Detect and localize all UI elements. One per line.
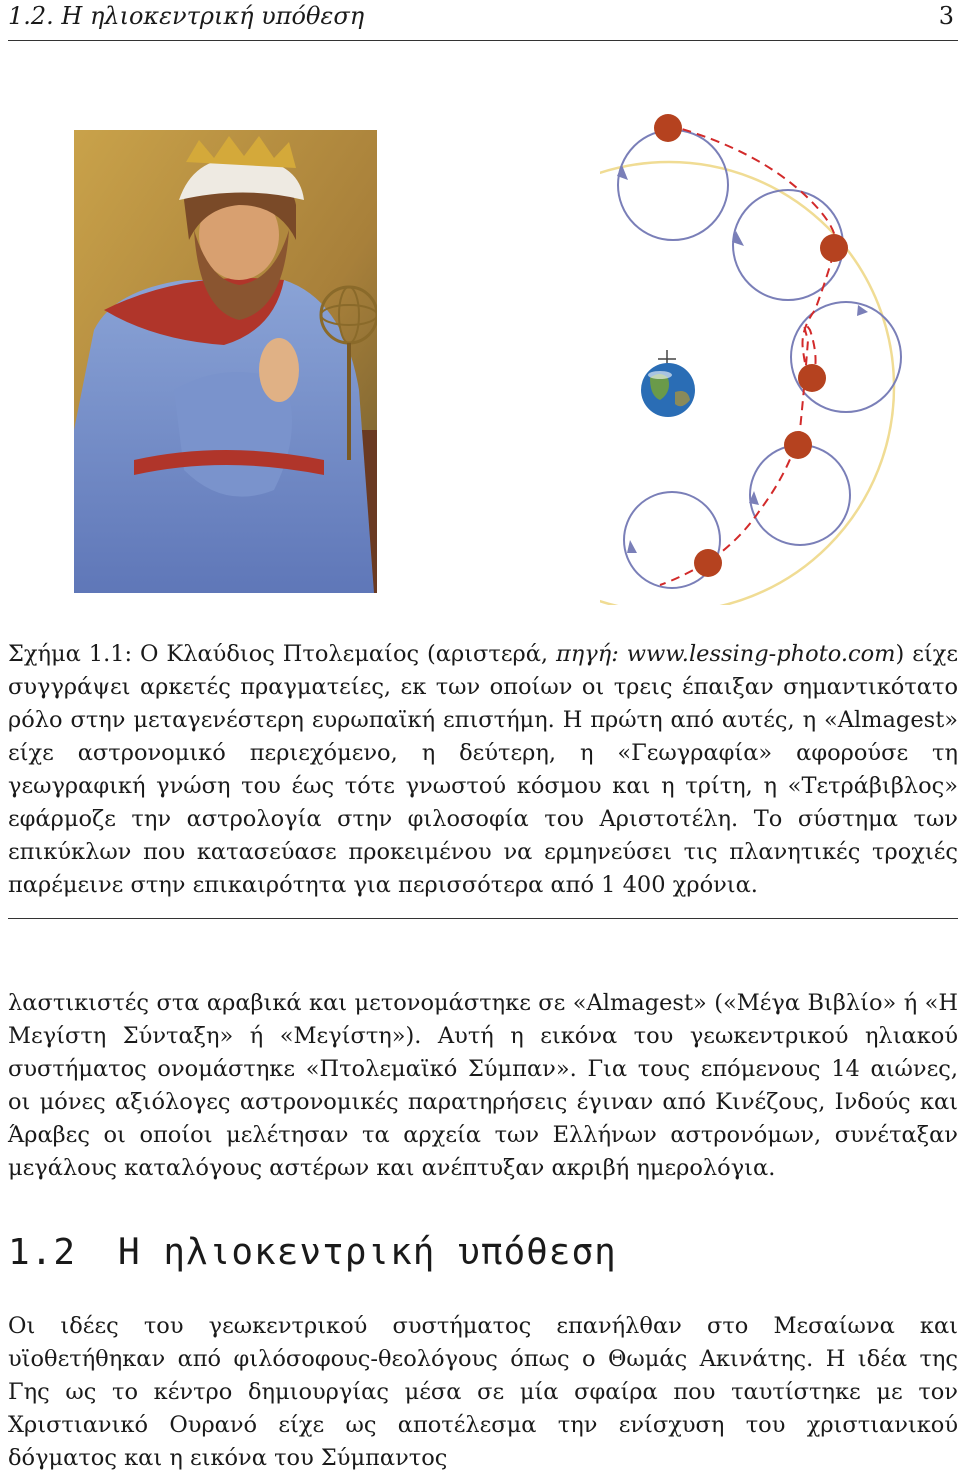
epicycle-diagram — [600, 105, 920, 605]
caption-text-2: ) είχε συγγράψει αρκετές πραγματείες, εκ των οποίων οι τρεις έπαιξαν σημαντικότατο ρόλο στην μεταγενέστερη ευρωπαϊκή επιστήμη. Η πρώτη από αυτές, η «Almagest» είχε αστρονομικό περιεχόμενο, η δεύτερη, η «Γεωγραφία» αφορούσε τη γεωγραφική γνώση του έως τότε γνωστού κόσμου και η τρίτη, η «Τετράβιβλος» εφάρμοζε την αστρολογία στην φιλοσοφία του Αριστοτέλη. Το σύστημα των επικύκλων που κατασεύασε προκειμένου να ερμηνεύσει τις πλανητικές τροχιές παρέμεινε στην επικαιρότητα για περισσότερα από 1 400 χρόνια. — [8, 641, 958, 898]
body-paragraph-2: Οι ιδέες του γεωκεντρικού συστήματος επανήλθαν στο Μεσαίωνα και υϊοθετήθηκαν από φιλόσοφους-θεολόγους όπως ο Θωμάς Ακινάτης. Η ιδέα της Γης ως το κέντρο δημιουργίας μέσα σε μία σφαίρα που ταυτίστηκε με τον Χριστιανικό Ουρανό είχε ως αποτέλεσμα την ενίσχυση του χριστιανικού δόγματος και η εικόνα του Σύμπαντος — [8, 1313, 958, 1471]
running-header — [8, 0, 958, 36]
section-number: 1.2 — [8, 1232, 77, 1273]
section-heading — [8, 1232, 617, 1273]
caption-text-1: Ο Κλαύδιος Πτολεμαίος (αριστερά, — [132, 641, 556, 667]
page-number: 3 — [938, 2, 954, 30]
earth-icon — [641, 363, 695, 417]
caption-source: πηγή: www.lessing-photo.com — [556, 641, 896, 667]
ptolemy-portrait — [74, 130, 377, 593]
figure-rule — [8, 918, 958, 919]
caption-label: Σχήμα 1.1: — [8, 641, 133, 667]
header-rule — [8, 40, 958, 41]
body-paragraph-1: λαστικιστές στα αραβικά και μετονομάστηκε σε «Almagest» («Μέγα Βιβλίο» ή «Η Μεγίστη Σύνταξη» ή «Μεγίστη»). Αυτή η εικόνα του γεωκεντρικού ηλιακού συστήματος ονομάστηκε «Πτολεμαϊκό Σύμπαν». Για τους επόμενους 14 αιώνες, οι μόνες αξιόλογες αστρονομικές παρατηρήσεις έγιναν από Κινέζους, Ινδούς και Άραβες οι οποίοι μελέτησαν τα αρχεία των Ελλήνων αστρονόμων, συνέταξαν μεγάλους καταλόγους αστέρων και ανέπτυξαν ακριβή ημερολόγια. — [8, 990, 958, 1181]
running-title: 1.2. Η ηλιοκεντρική υπόθεση — [8, 2, 365, 30]
section-title: Η ηλιοκεντρική υπόθεση — [118, 1232, 617, 1273]
figure-caption — [8, 638, 958, 902]
